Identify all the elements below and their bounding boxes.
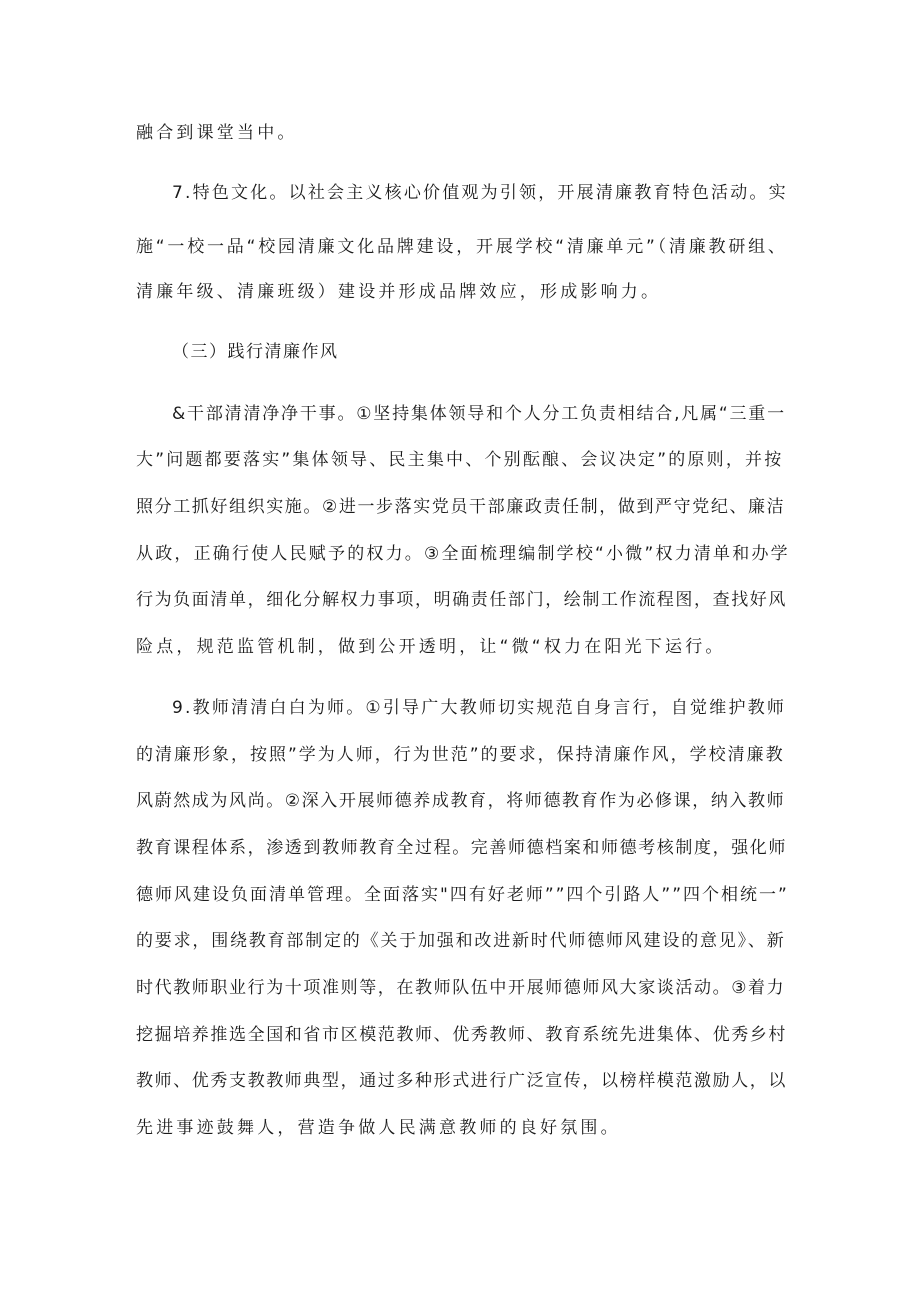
text-line: 行为负面清单，细化分解权力事项，明确责任部门，绘制工作流程图，查找好风 [136, 590, 787, 610]
text-line: 施“一校一品“校园清廉文化品牌建设，开展学校“清廉单元”（清廉教研组、 [136, 237, 788, 257]
text-line: &干部清清净净干事。①坚持集体领导和个人分工负责相结合,凡属“三重一 [172, 404, 786, 424]
text-line: 风蔚然成为风尚。②深入开展师德养成教育，将师德教育作为必修课，纳入教师 [136, 791, 786, 811]
text-line: 德师风建设负面清单管理。全面落实"四有好老师””四个引路人””四个相统一” [136, 885, 789, 905]
text-line: 挖掘培养推选全国和省市区模范教师、优秀教师、教育系统先进集体、优秀乡村 [136, 1025, 787, 1045]
text-line: 照分工抓好组织实施。②进一步落实党员干部廉政责任制，做到严守党纪、廉洁 [136, 497, 786, 517]
text-line: 教育课程体系，渗透到教师教育全过程。完善师德档案和师德考核制度，强化师 [136, 838, 787, 858]
text-line: 的要求，围绕教育部制定的《关于加强和改进新时代师德师风建设的意见》、新 [136, 931, 786, 951]
text-line: 9.教师清清白白为师。①引导广大教师切实规范自身言行，自觉维护教师 [172, 698, 787, 718]
text-line: 的清廉形象，按照”学为人师，行为世范”的要求，保持清廉作风，学校清廉教 [136, 745, 785, 765]
text-line: 7.特色文化。以社会主义核心价值观为引领，开展清廉教育特色活动。实 [172, 183, 788, 203]
text-line: 先进事迹鼓舞人，营造争做人民满意教师的良好氛围。 [136, 1118, 621, 1138]
text-line: 清廉年级、清廉班级）建设并形成品牌效应，形成影响力。 [136, 282, 662, 302]
text-line: 从政，正确行使人民赋予的权力。③全面梳理编制学校“小微”权力清单和办学 [136, 544, 790, 564]
section-heading: （三）践行清廉作风 [172, 342, 339, 362]
text-line: 时代教师职业行为十项准则等，在教师队伍中开展师德师风大家谈活动。③着力 [136, 978, 786, 998]
text-line: 融合到课堂当中。 [136, 123, 298, 143]
text-line: 教师、优秀支教教师典型，通过多种形式进行广泛宣传，以榜样模范激励人，以 [136, 1071, 787, 1091]
text-line: 大”问题都要落实”集体领导、民主集中、个别酝酿、会议决定”的原则，并按 [136, 450, 784, 470]
text-line: 险点，规范监管机制，做到公开透明，让“微“权力在阳光下运行。 [136, 637, 726, 657]
